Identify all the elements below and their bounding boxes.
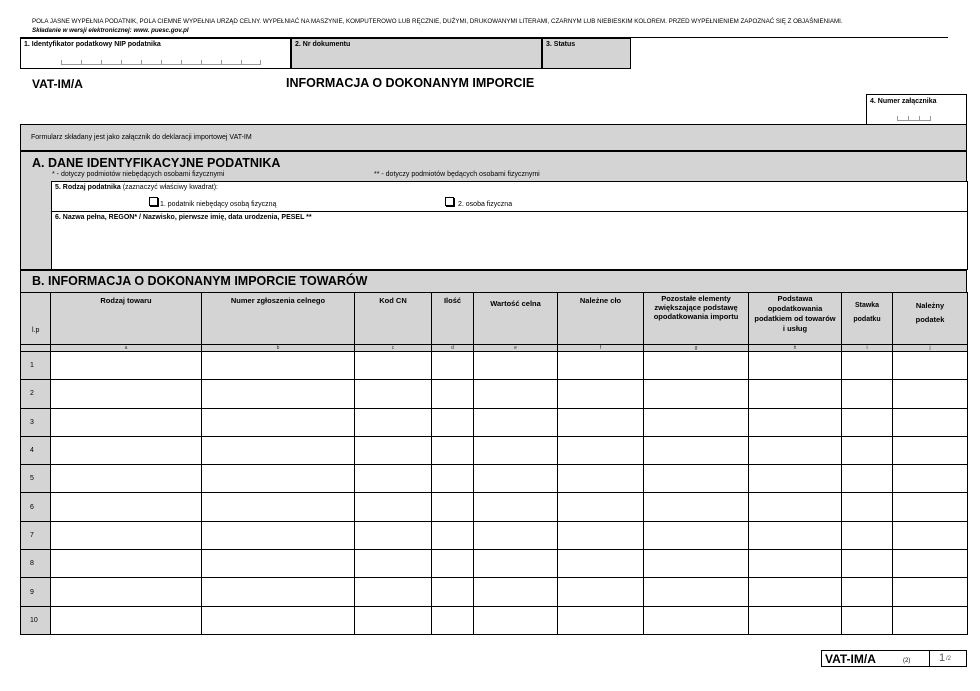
table-cell-input[interactable] [644,493,749,521]
table-cell-input[interactable] [432,521,474,549]
col-header-pozostale: Pozostałe elementy zwiększające podstawę opodatkowania importu [644,293,749,345]
status-field [542,38,631,69]
table-row [21,521,968,549]
table-cell-input[interactable] [842,550,893,578]
form-note-text: Formularz składany jest jako załącznik do deklaracji importowej VAT-IM [31,134,252,141]
table-cell-input[interactable] [51,380,202,408]
table-cell-input[interactable] [842,578,893,606]
footer-page-total: /2 [946,656,952,662]
table-cell-input[interactable] [51,550,202,578]
table-cell-input[interactable] [51,578,202,606]
footer-page-number: 1 [939,652,946,664]
table-cell-input[interactable] [51,352,202,380]
col-letter: f [558,345,644,352]
table-cell-input[interactable] [432,578,474,606]
table-cell-input[interactable] [432,465,474,493]
attachment-number-label: 4. Numer załącznika [870,98,937,105]
electronic-submission-note: Składanie w wersji elektronicznej: www. puesc.gov.pl [32,27,189,34]
col-letter: i [842,345,893,352]
section-a-note-natural: ** - dotyczy podmiotów będących osobami fizycznymi [374,171,540,178]
table-cell-input[interactable] [842,408,893,436]
table-cell-input[interactable] [474,550,558,578]
attachment-number-field[interactable] [866,94,967,125]
table-cell-input[interactable] [202,578,355,606]
col-letter: c [355,345,432,352]
table-cell-input[interactable] [644,408,749,436]
table-row [21,352,968,380]
lp-header: l.p [21,293,51,345]
table-cell-input[interactable] [558,578,644,606]
table-cell-input[interactable] [749,606,842,634]
footer-form-code-box [821,650,967,667]
table-cell-input[interactable] [202,352,355,380]
table-cell-input[interactable] [842,352,893,380]
table-cell-input[interactable] [893,380,968,408]
table-cell-input[interactable] [893,578,968,606]
table-cell-input[interactable] [51,606,202,634]
footer-page-divider [929,651,930,666]
attachment-input-ticks [897,117,931,121]
table-cell-input[interactable] [842,436,893,464]
table-cell-input[interactable] [749,352,842,380]
table-letter-row [21,345,968,352]
table-cell-input[interactable] [558,465,644,493]
taxpayer-type-field [51,181,968,212]
table-cell-input[interactable] [749,578,842,606]
table-cell-input[interactable] [355,436,432,464]
table-cell-input[interactable] [432,606,474,634]
name-regon-field[interactable] [51,211,968,270]
table-cell-input[interactable] [893,521,968,549]
table-cell-input[interactable] [474,352,558,380]
form-code: VAT-IM/A [32,77,83,91]
col-header-ilosc: Ilość [432,293,474,345]
table-cell-input[interactable] [558,408,644,436]
table-cell-input[interactable] [51,493,202,521]
col-header-numer: Numer zgłoszenia celnego [202,293,355,345]
instructions-text: POLA JASNE WYPEŁNIA PODATNIK, POLA CIEMNE WYPEŁNIA URZĄD CELNY. WYPEŁNIAĆ NA MASZYNIE, KOMPUTEROWO LUB RĘCZNIE, DUŻYMI, DRUKOWANYMI LITERAMI, CZARNYM LUB NIEBIESKIM KOLOREM. PRZED WYPEŁNIENIEM ZAPOZNAĆ SIĘ Z OBJAŚNIENIAMI. [32,18,843,25]
table-row [21,408,968,436]
table-row [21,578,968,606]
row-number: 2 [21,380,51,408]
row-number: 9 [21,578,51,606]
table-cell-input[interactable] [474,408,558,436]
col-header-podstawa: Podstawa opodatkowania podatkiem od towarów i usług [749,293,842,345]
col-header-rodzaj: Rodzaj towaru [51,293,202,345]
table-row [21,380,968,408]
option-natural-person-label: 2. osoba fizyczna [458,201,513,208]
table-cell-input[interactable] [474,380,558,408]
nip-field-label: 1. Identyfikator podatkowy NIP podatnika [24,41,161,48]
table-cell-input[interactable] [202,408,355,436]
footer-form-code: VAT-IM/A [825,652,876,666]
table-cell-input[interactable] [474,493,558,521]
row-number: 3 [21,408,51,436]
table-cell-input[interactable] [893,550,968,578]
table-cell-input[interactable] [355,408,432,436]
table-cell-input[interactable] [202,606,355,634]
table-cell-input[interactable] [202,465,355,493]
table-cell-input[interactable] [842,465,893,493]
table-cell-input[interactable] [432,380,474,408]
table-cell-input[interactable] [558,606,644,634]
table-cell-input[interactable] [355,380,432,408]
table-cell-input[interactable] [202,493,355,521]
option-legal-entity-checkbox[interactable] [149,197,158,206]
col-header-nalezny: Należny podatek [893,293,968,345]
table-cell-input[interactable] [432,352,474,380]
table-cell-input[interactable] [842,606,893,634]
table-cell-input[interactable] [749,493,842,521]
table-cell-input[interactable] [644,352,749,380]
table-cell-input[interactable] [432,408,474,436]
table-cell-input[interactable] [558,380,644,408]
table-cell-input[interactable] [893,436,968,464]
table-cell-input[interactable] [202,436,355,464]
table-row [21,436,968,464]
table-cell-input[interactable] [644,521,749,549]
table-cell-input[interactable] [644,578,749,606]
table-cell-input[interactable] [749,380,842,408]
table-cell-input[interactable] [51,521,202,549]
table-row [21,465,968,493]
table-cell-input[interactable] [202,550,355,578]
table-cell-input[interactable] [355,578,432,606]
table-cell-input[interactable] [202,521,355,549]
table-cell-input[interactable] [749,408,842,436]
table-cell-input[interactable] [355,521,432,549]
footer-version: (2) [903,658,911,664]
col-letter: j [893,345,968,352]
table-cell-input[interactable] [644,465,749,493]
col-letter: a [51,345,202,352]
table-cell-input[interactable] [51,465,202,493]
table-row [21,606,968,634]
col-letter: d [432,345,474,352]
row-number: 5 [21,465,51,493]
table-cell-input[interactable] [558,352,644,380]
table-cell-input[interactable] [644,550,749,578]
table-cell-input[interactable] [842,493,893,521]
form-note-band [20,124,967,151]
table-cell-input[interactable] [893,606,968,634]
row-number: 4 [21,436,51,464]
row-number: 10 [21,606,51,634]
table-header-row [21,293,968,345]
table-cell-input[interactable] [749,436,842,464]
col-letter: g [644,345,749,352]
col-header-kod-cn: Kod CN [355,293,432,345]
col-header-wartosc: Wartość celna [474,293,558,345]
table-cell-input[interactable] [355,606,432,634]
section-a-note-legal: * - dotyczy podmiotów niebędących osobami fizycznymi [52,171,225,178]
table-cell-input[interactable] [355,352,432,380]
taxpayer-type-hint: (zaznaczyć właściwy kwadrat): [122,184,218,191]
col-letter: e [474,345,558,352]
table-cell-input[interactable] [558,436,644,464]
form-title: INFORMACJA O DOKONANYM IMPORCIE [286,76,535,90]
table-cell-input[interactable] [474,521,558,549]
option-legal-entity-label: 1. podatnik niebędący osobą fizyczną [160,201,277,208]
nip-input-ticks [61,61,261,65]
table-cell-input[interactable] [202,380,355,408]
table-row [21,493,968,521]
table-cell-input[interactable] [474,436,558,464]
table-cell-input[interactable] [893,352,968,380]
table-cell-input[interactable] [51,436,202,464]
row-number: 1 [21,352,51,380]
status-label: 3. Status [546,41,576,48]
table-cell-input[interactable] [749,521,842,549]
section-a [20,151,967,270]
document-number-label: 2. Nr dokumentu [295,41,351,48]
imports-table [20,292,968,635]
col-header-clo: Należne cło [558,293,644,345]
col-header-stawka: Stawka podatku [842,293,893,345]
table-cell-input[interactable] [432,493,474,521]
table-cell-input[interactable] [355,493,432,521]
nip-field[interactable] [20,38,291,69]
table-cell-input[interactable] [355,550,432,578]
table-cell-input[interactable] [558,493,644,521]
name-regon-label: 6. Nazwa pełna, REGON* / Nazwisko, pierwsze imię, data urodzenia, PESEL ** [55,214,312,221]
table-cell-input[interactable] [893,408,968,436]
table-cell-input[interactable] [474,465,558,493]
section-b-header [20,270,967,293]
table-cell-input[interactable] [749,550,842,578]
table-cell-input[interactable] [51,408,202,436]
table-cell-input[interactable] [644,436,749,464]
table-cell-input[interactable] [474,606,558,634]
table-cell-input[interactable] [474,578,558,606]
table-cell-input[interactable] [749,465,842,493]
section-a-title: A. DANE IDENTYFIKACYJNE PODATNIKA [32,156,281,170]
table-cell-input[interactable] [432,436,474,464]
row-number: 8 [21,550,51,578]
table-cell-input[interactable] [893,465,968,493]
table-cell-input[interactable] [355,465,432,493]
taxpayer-type-label: 5. Rodzaj podatnika [55,184,121,191]
table-cell-input[interactable] [644,380,749,408]
section-b-title: B. INFORMACJA O DOKONANYM IMPORCIE TOWARÓW [32,274,368,288]
table-cell-input[interactable] [644,606,749,634]
row-number: 6 [21,493,51,521]
col-letter: h [749,345,842,352]
option-natural-person-checkbox[interactable] [445,197,454,206]
table-cell-input[interactable] [558,521,644,549]
table-cell-input[interactable] [558,550,644,578]
table-row [21,550,968,578]
table-cell-input[interactable] [432,550,474,578]
document-number-field [291,38,542,69]
row-number: 7 [21,521,51,549]
table-cell-input[interactable] [893,493,968,521]
table-cell-input[interactable] [842,521,893,549]
table-cell-input[interactable] [842,380,893,408]
col-letter: b [202,345,355,352]
